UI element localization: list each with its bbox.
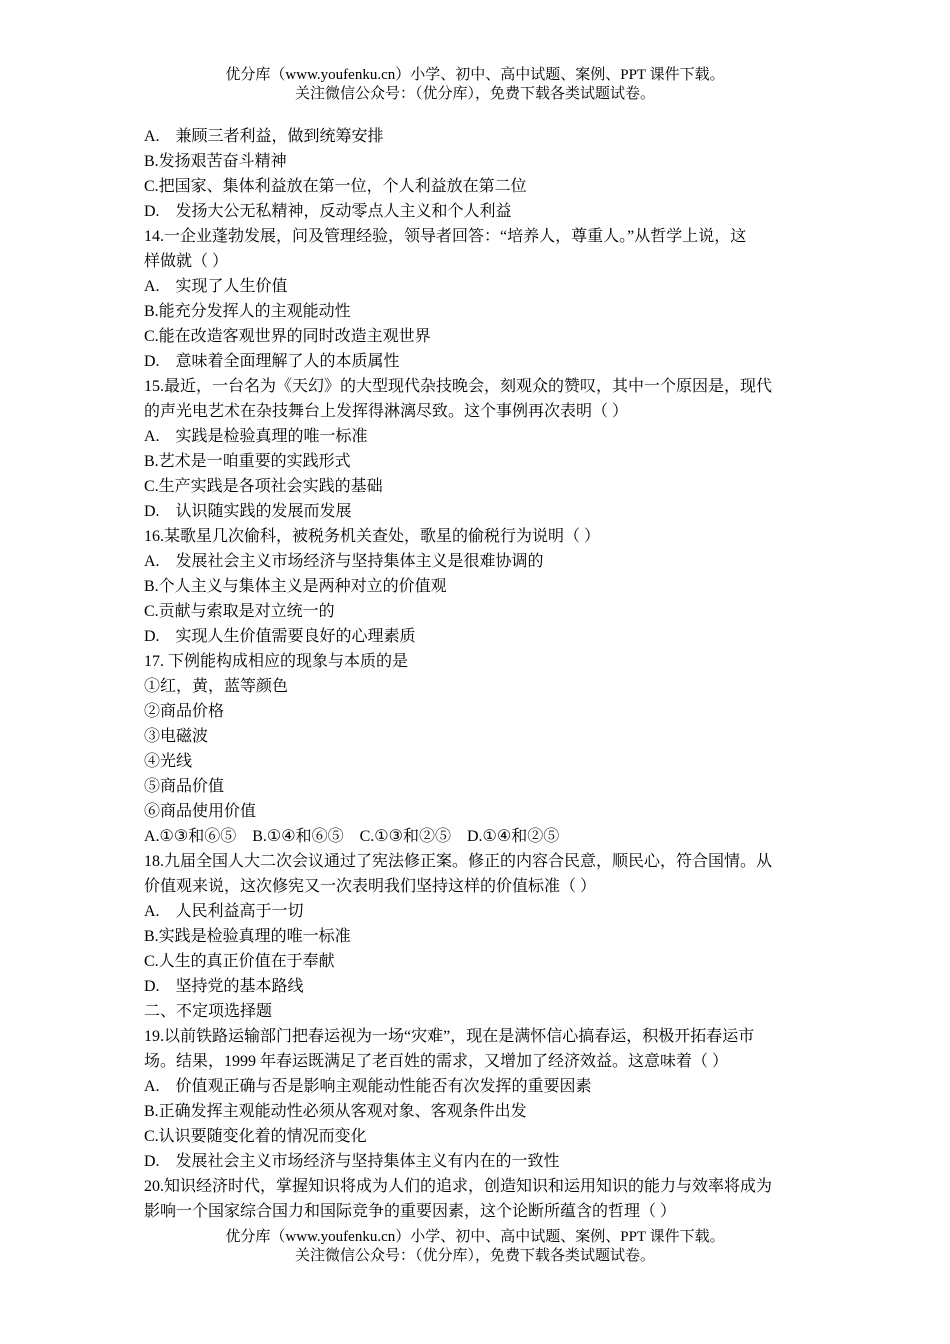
text-line: C.生产实践是各项社会实践的基础 [144,478,383,495]
text-line: C.把国家、集体利益放在第一位，个人利益放在第二位 [144,178,527,195]
text-line: A. 实践是检验真理的唯一标准 [144,428,368,445]
text-line: 18.九届全国人大二次会议通过了宪法修正案。修正的内容合民意，顺民心，符合国情。从 [144,853,773,870]
text-line: ④光线 [144,753,193,770]
text-line: A. 兼顾三者利益，做到统筹安排 [144,128,384,145]
text-line: D. 发扬大公无私精神，反动零点人主义和个人利益 [144,203,512,220]
text-line: 影响一个国家综合国力和国际竞争的重要因素，这个论断所蕴含的哲理（ ） [144,1203,677,1220]
text-line: A. 实现了人生价值 [144,278,288,295]
text-line: 20.知识经济时代，掌握知识将成为人们的追求，创造知识和运用知识的能力与效率将成为 [144,1178,773,1195]
text-line: 样做就（ ） [144,253,229,270]
text-line: 19.以前铁路运输部门把春运视为一场“灾难”，现在是满怀信心搞春运，积极开拓春运市 [144,1028,755,1045]
text-line: ①红，黄，蓝等颜色 [144,678,289,695]
text-line: 二、不定项选择题 [144,1003,273,1020]
text-line: 14.一企业蓬勃发展，问及管理经验，领导者回答：“培养人，尊重人。”从哲学上说，这 [144,228,747,245]
page-footer [0,1228,950,1266]
text-line: D. 意味着全面理解了人的本质属性 [144,353,400,370]
text-line: 价值观来说，这次修宪又一次表明我们坚持这样的价值标准（ ） [144,878,597,895]
text-line: A. 价值观正确与否是影响主观能动性能否有次发挥的重要因素 [144,1078,592,1095]
text-line: B.艺术是一咱重要的实践形式 [144,453,351,470]
text-line: B.实践是检验真理的唯一标准 [144,928,351,945]
text-line: 17. 下例能构成相应的现象与本质的是 [144,653,409,670]
text-line: ③电磁波 [144,728,209,745]
text-line: ⑥商品使用价值 [144,803,257,820]
text-line: ⑤商品价值 [144,778,225,795]
text-line: A.①③和⑥⑤ B.①④和⑥⑤ C.①③和②⑤ D.①④和②⑤ [144,828,560,845]
text-line: 16.某歌星几次偷科，被税务机关查处，歌星的偷税行为说明（ ） [144,528,601,545]
text-line: A. 人民利益高于一切 [144,903,304,920]
text-line: 15.最近，一台名为《天幻》的大型现代杂技晚会，刻观众的赞叹，其中一个原因是，现代 [144,378,773,395]
header-line-1: 优分库（www.youfenku.cn）小学、初中、高中试题、案例、PPT 课件下载。 [225,67,725,83]
text-line: D. 认识随实践的发展而发展 [144,503,352,520]
text-line: ②商品价格 [144,703,225,720]
text-line: C.能在改造客观世界的同时改造主观世界 [144,328,431,345]
text-line: A. 发展社会主义市场经济与坚持集体主义是很难协调的 [144,553,544,570]
text-line: B.正确发挥主观能动性必须从客观对象、客观条件出发 [144,1103,527,1120]
footer-line-1: 优分库（www.youfenku.cn）小学、初中、高中试题、案例、PPT 课件下载。 [225,1229,725,1245]
text-line: D. 发展社会主义市场经济与坚持集体主义有内在的一致性 [144,1153,560,1170]
footer-line-2: 关注微信公众号：（优分库），免费下载各类试题试卷。 [294,1248,655,1264]
text-line: 的声光电艺术在杂技舞台上发挥得淋漓尽致。这个事例再次表明（ ） [144,403,629,420]
header-line-2: 关注微信公众号：（优分库），免费下载各类试题试卷。 [294,86,655,102]
text-line: 场。结果，1999 年春运既满足了老百姓的需求，又增加了经济效益。这意味着（ ） [144,1053,729,1070]
text-line: C.贡献与索取是对立统一的 [144,603,335,620]
text-line: B.发扬艰苦奋斗精神 [144,153,287,170]
text-line: B.能充分发挥人的主观能动性 [144,303,351,320]
page-header [0,66,950,104]
document-body [144,124,814,1224]
text-line: C.认识要随变化着的情况而变化 [144,1128,367,1145]
text-line: D. 坚持党的基本路线 [144,978,304,995]
text-line: C.人生的真正价值在于奉献 [144,953,335,970]
text-line: D. 实现人生价值需要良好的心理素质 [144,628,416,645]
text-line: B.个人主义与集体主义是两种对立的价值观 [144,578,447,595]
